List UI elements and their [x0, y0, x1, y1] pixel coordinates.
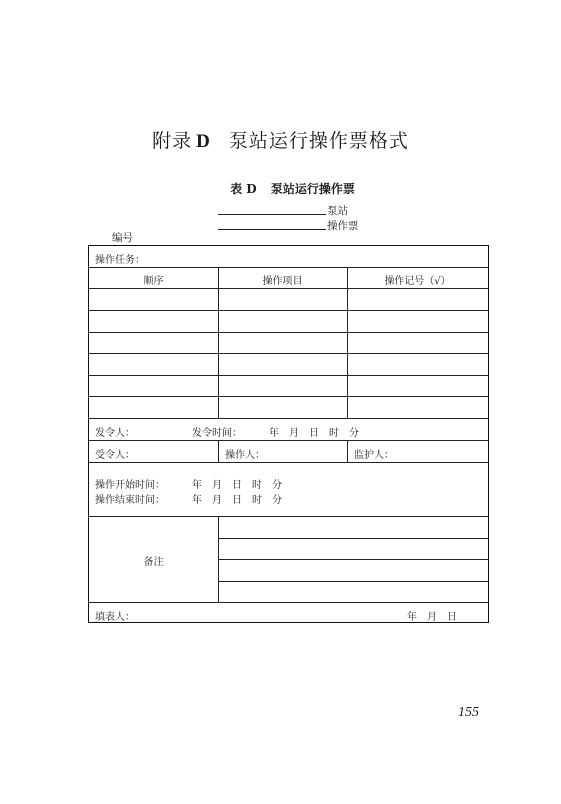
serial-number-label: 编号 — [112, 232, 133, 244]
page-number: 155 — [458, 705, 479, 720]
fill-date: 年 月 日 — [407, 612, 457, 623]
column-divider — [218, 440, 219, 462]
column-divider — [347, 440, 348, 462]
table-caption-text: 泵站运行操作票 — [270, 182, 355, 196]
station-suffix-label: 泵站 — [327, 205, 348, 217]
column-header-order: 顺序 — [143, 276, 164, 287]
rule — [89, 310, 488, 311]
rule — [89, 375, 488, 376]
receiver-label: 受令人： — [95, 450, 135, 461]
appendix-title-text: 泵站运行操作票格式 — [228, 130, 409, 152]
issue-time-units: 年 月 日 时 分 — [269, 428, 359, 439]
end-time-label: 操作结束时间： — [95, 495, 165, 506]
column-divider — [218, 267, 219, 418]
column-divider — [347, 267, 348, 418]
ticket-name-blank[interactable] — [218, 217, 326, 230]
rule — [89, 288, 488, 289]
issuer-label: 发令人： — [95, 428, 135, 439]
rule — [89, 516, 488, 517]
start-time-units: 年 月 日 时 分 — [192, 480, 282, 491]
issue-time-label: 发令时间： — [192, 428, 242, 439]
rule — [89, 602, 488, 603]
column-header-item: 操作项目 — [262, 276, 303, 287]
rule — [89, 462, 488, 463]
rule — [89, 418, 488, 419]
table-caption-prefix: 表 — [230, 182, 243, 196]
rule — [89, 353, 488, 354]
filler-label: 填表人： — [95, 612, 135, 623]
table-caption — [0, 180, 561, 197]
table-caption-code: D — [246, 182, 257, 196]
rule — [89, 440, 488, 441]
appendix-title-code: D — [196, 131, 211, 152]
remarks-rule — [218, 559, 488, 560]
appendix-title — [0, 126, 561, 153]
ticket-suffix-label: 操作票 — [327, 220, 359, 232]
remarks-label: 备注 — [143, 557, 164, 568]
column-header-mark: 操作记号（√） — [384, 276, 451, 287]
remarks-divider — [218, 516, 219, 602]
operation-ticket-form — [88, 245, 489, 623]
rule — [89, 267, 488, 268]
end-time-units: 年 月 日 时 分 — [192, 495, 282, 506]
remarks-rule — [218, 581, 488, 582]
rule — [89, 332, 488, 333]
operator-label: 操作人： — [225, 450, 265, 461]
appendix-title-prefix: 附录 — [152, 130, 193, 152]
supervisor-label: 监护人： — [354, 450, 394, 461]
remarks-rule — [218, 538, 488, 539]
start-time-label: 操作开始时间： — [95, 480, 165, 491]
rule — [89, 396, 488, 397]
station-name-blank[interactable] — [218, 202, 326, 215]
task-label: 操作任务： — [95, 255, 145, 266]
